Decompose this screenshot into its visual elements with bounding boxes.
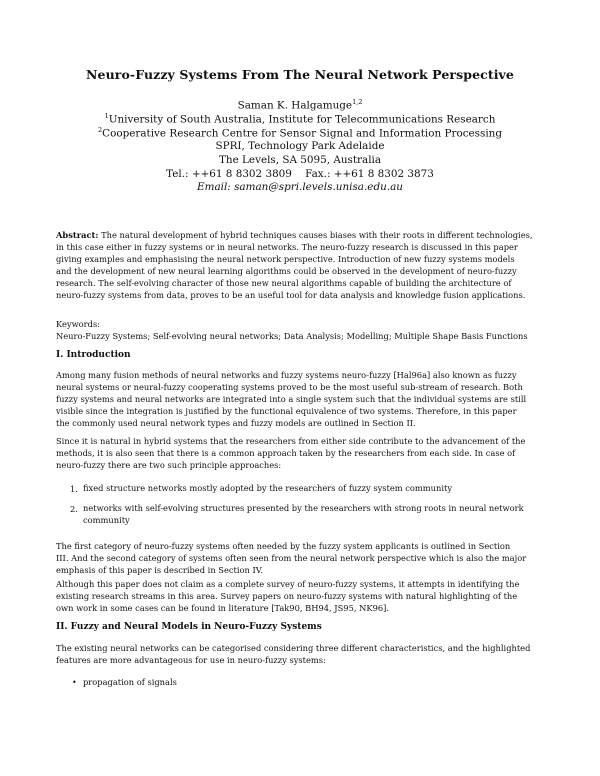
affiliation-1 xyxy=(0,112,600,125)
abstract-line: and the development of new neural learning algorithms could be observed in the development of neuro-fuzzy xyxy=(56,266,517,276)
section-2-heading: II. Fuzzy and Neural Models in Neuro-Fuzzy Systems xyxy=(56,622,322,632)
affiliation-2-text: Cooperative Research Centre for Sensor Signal and Information Processing xyxy=(102,127,502,140)
bullet-icon: • xyxy=(72,678,77,687)
affiliation-2-superscript: 2 xyxy=(97,126,103,134)
keywords-text: Neuro-Fuzzy Systems; Self-evolving neural networks; Data Analysis; Modelling; Multiple Shape Basis Functions xyxy=(56,331,528,341)
list-item: networks with self-evolving structures presented by the researchers with strong roots in neural network community xyxy=(83,503,524,525)
abstract-line: giving examples and emphasising the neural network perspective. Introduction of new fuzzy systems models xyxy=(56,254,515,264)
section-1-heading: I. Introduction xyxy=(56,350,131,360)
author-name: Saman K. Halgamuge xyxy=(237,99,353,112)
affiliation-1-text: University of South Australia, Institute for Telecommunications Research xyxy=(108,113,496,126)
author-superscript: 1,2 xyxy=(352,98,363,106)
abstract xyxy=(56,229,546,301)
affiliation-1-superscript: 1 xyxy=(104,112,109,120)
intro-paragraph-3: The first category of neuro-fuzzy systems often needed by the fuzzy system applicants is outlined in Section III. And the second category of systems often seen from the neural network perspective which is also the major emphasis of this paper is described in Section IV. xyxy=(56,541,527,575)
affiliation-2 xyxy=(0,126,600,139)
address-line-1: SPRI, Technology Park Adelaide xyxy=(215,140,385,152)
abstract-label: Abstract: xyxy=(56,230,99,240)
list-item-number: 2. xyxy=(70,504,78,514)
bullet-item: propagation of signals xyxy=(83,677,177,687)
keywords xyxy=(56,318,546,342)
email-line: Email: saman@spri.levels.unisa.edu.au xyxy=(197,181,403,193)
address-line-2: The Levels, SA 5095, Australia xyxy=(218,154,382,166)
section-2-paragraph-1: The existing neural networks can be categorised considering three different characteristics, and the highlighted features are more advantageous for use in neuro-fuzzy systems: xyxy=(56,643,531,665)
list-item: fixed structure networks mostly adopted by the researchers of fuzzy system community xyxy=(83,483,453,493)
intro-paragraph-4: Although this paper does not claim as a complete survey of neuro-fuzzy systems, it attempts in identifying the existing research streams in this area. Survey papers on neuro-fuzzy systems with natural highlighting of the own work in some cases can be found in literature [Tak90, BH94, JS95, NK96]. xyxy=(56,579,520,613)
list-item-number: 1. xyxy=(70,484,78,494)
author-line xyxy=(0,98,600,111)
paper-title: Neuro-Fuzzy Systems From The Neural Network Perspective xyxy=(86,67,514,82)
keywords-label: Keywords: xyxy=(56,319,101,329)
intro-paragraph-2: Since it is natural in hybrid systems that the researchers from either side contribute to the advancement of the methods, it is also seen that there is a common approach taken by the researchers from each side. In case of neuro-fuzzy there are two such principle approaches: xyxy=(56,436,526,470)
phone-fax-line: Tel.: ++61 8 8302 3809 Fax.: ++61 8 8302 3873 xyxy=(166,168,434,180)
abstract-line: neuro-fuzzy systems from data, proves to be an useful tool for data analysis and knowledge fusion applications. xyxy=(56,290,526,300)
abstract-line: research. The self-evolving character of those new neural algorithms capable of building the architecture of xyxy=(56,278,512,288)
abstract-line: Abstract: The natural development of hybrid techniques causes biases with their roots in different technologies, xyxy=(56,230,533,240)
intro-paragraph-1: Among many fusion methods of neural networks and fuzzy systems neuro-fuzzy [Hal96a] also known as fuzzy neural systems or neural-fuzzy cooperating systems proved to be the most useful sub-stream of research. Both fuzzy systems and neural networks are integrated into a single system such that the individual systems are still visible since the integration is justified by the functional equivalence of two systems. Therefore, in this paper the commonly used neural network types and fuzzy models are outlined in Section II. xyxy=(56,370,527,428)
abstract-line: in this case either in fuzzy systems or in neural networks. The neuro-fuzzy research is discussed in this paper xyxy=(56,242,518,252)
